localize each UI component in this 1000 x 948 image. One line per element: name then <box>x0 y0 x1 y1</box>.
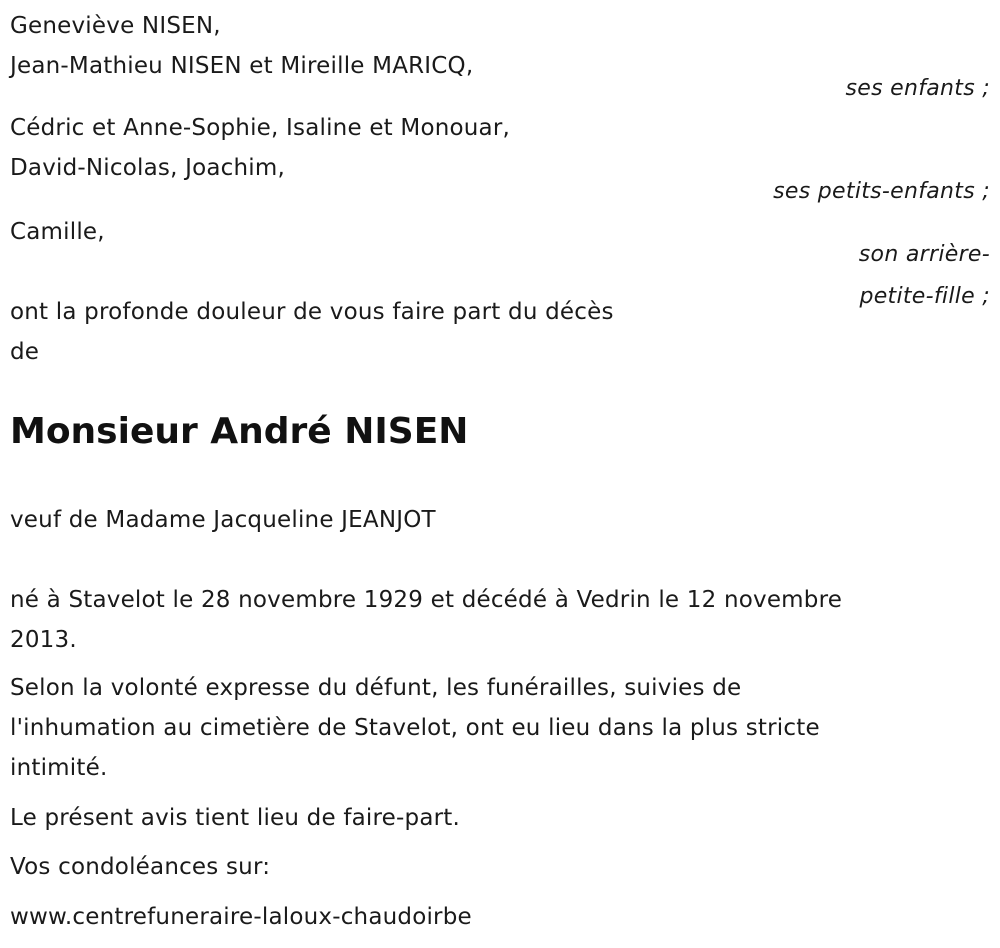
funeral-line-3: intimité. <box>10 755 108 781</box>
great-grandchild-role-1: son arrière- <box>858 242 990 267</box>
child-line-2: Jean-Mathieu NISEN et Mireille MARICQ, <box>10 53 474 79</box>
birth-death-line-2: 2013. <box>10 627 77 653</box>
grandchildren-role: ses petits-enfants ; <box>773 179 990 204</box>
great-grandchild-role-2: petite-fille ; <box>859 284 990 309</box>
grandchild-line-1: Cédric et Anne-Sophie, Isaline et Monouar, <box>10 115 511 141</box>
condolences-label: Vos condoléances sur: <box>10 854 271 880</box>
child-line-1: Geneviève NISEN, <box>10 13 221 39</box>
notice-line: Le présent avis tient lieu de faire-part. <box>10 805 461 831</box>
children-role: ses enfants ; <box>845 76 990 101</box>
deceased-name: Monsieur André NISEN <box>10 411 469 452</box>
widower-line: veuf de Madame Jacqueline JEANJOT <box>10 507 436 533</box>
great-grandchild-line: Camille, <box>10 219 105 245</box>
funeral-line-1: Selon la volonté expresse du défunt, les funérailles, suivies de <box>10 675 742 701</box>
announcement-line-2: de <box>10 339 40 365</box>
grandchild-line-2: David-Nicolas, Joachim, <box>10 155 285 181</box>
website-link[interactable]: www.centrefuneraire-laloux-chaudoirbe <box>10 904 472 930</box>
announcement-line-1: ont la profonde douleur de vous faire part du décès <box>10 299 614 325</box>
funeral-line-2: l'inhumation au cimetière de Stavelot, ont eu lieu dans la plus stricte <box>10 715 820 741</box>
birth-death-line-1: né à Stavelot le 28 novembre 1929 et décédé à Vedrin le 12 novembre <box>10 587 843 613</box>
